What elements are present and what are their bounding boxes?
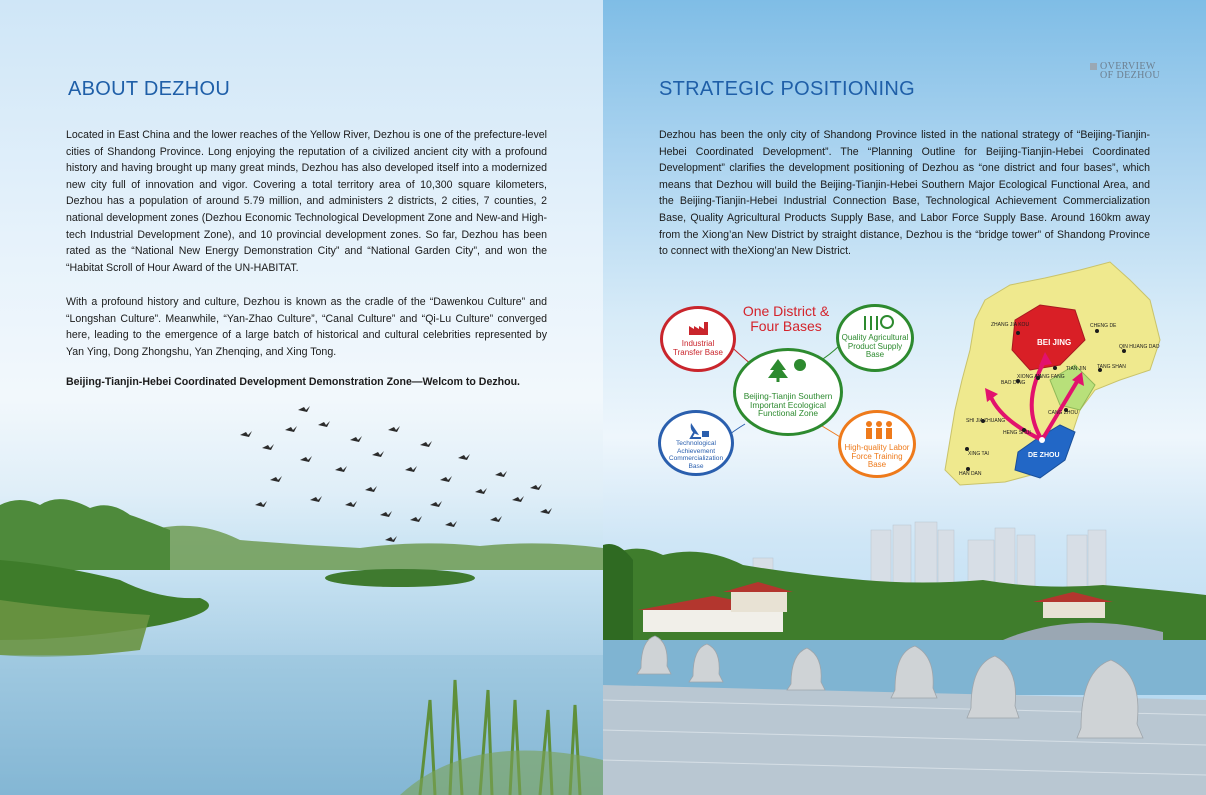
technological-line3: Base xyxy=(688,462,704,470)
map-label-langfang: LANG FANG xyxy=(1036,374,1065,380)
strategic-paragraph: Dezhou has been the only city of Shandong Province listed in the national strategy of “Beijing-Tianjin-Hebei Coordinated Development”. The “Planning Outline for Beijing-Tianjin-Hebei Coordinated Development” clarifies the development positioning of Dezhou as “one district and four bases”, which means that Dezhou will build the Beijing-Tianjin-Hebei Southern Major Ecological Functional Area, and the Beijing-Tianjin-Hebei Industrial Connection Base, Technological Achievement Commercialization Base, Quality Agricultural Products Supply Base, and Labor Force Supply Base. Around 160km away from the Xiong’an New District by straight distance, Dezhou is the “bridge tower” of Shandong Province to connect with theXiong’an New District. xyxy=(659,129,1150,258)
map-label-handan: HAN DAN xyxy=(959,471,982,477)
industrial-line2: Transfer Base xyxy=(673,347,723,357)
diagram-title-line2: Four Bases xyxy=(750,318,822,334)
strategic-heading: STRATEGIC POSITIONING xyxy=(659,78,915,100)
agricultural-line2: Product Supply xyxy=(847,341,903,351)
badge-line1: OVERVIEW xyxy=(1100,61,1156,72)
map-label-chengde: CHENG DE xyxy=(1090,323,1117,329)
map-label-baoding: BAO DING xyxy=(1001,380,1026,386)
about-paragraph-2: With a profound history and culture, Dezhou is known as the cradle of the “Dawenkou Culture” and “Longshan Culture”. Meanwhile, “Yan-Zhao Culture”, “Canal Culture” and “Qi-Lu Culture” converged here, leading to the emergence of a large batch of historical and cultural celebrities represented by Yan Ying, Dong Zhongshu, Yan Zhenqing, and Xing Tong. xyxy=(66,296,547,358)
about-heading: ABOUT DEZHOU xyxy=(68,78,231,100)
center-line1: Beijing-Tianjin Southern xyxy=(743,391,833,401)
closing-line: Beijing-Tianjin-Hebei Coordinated Development Demonstration Zone—Welcom to Dezhou. xyxy=(66,376,520,388)
technological-line2: Commercialization xyxy=(668,455,724,463)
agricultural-line3: Base xyxy=(865,350,885,360)
map-label-dezhou: DE ZHOU xyxy=(1028,452,1060,459)
map-label-tianjin: TIAN JIN xyxy=(1066,366,1087,372)
map-label-shijiazhuang: SHI JIA ZHUANG xyxy=(966,418,1006,424)
map-label-beijing: BEI JING xyxy=(1037,338,1072,347)
map-label-xingtai: XING TAI xyxy=(968,451,989,457)
labor-line1: High-quality Labor xyxy=(844,443,910,452)
map-label-qinhuangdao: QIN HUANG DAO xyxy=(1119,344,1160,350)
technological-line1: Technological Achievement xyxy=(676,440,716,455)
center-line3: Functional Zone xyxy=(757,408,819,419)
map-label-hengshui: HENG SHUI xyxy=(1003,430,1031,436)
labor-line2: Force Training xyxy=(851,451,903,461)
map-label-xiongan: XIONG AN xyxy=(1017,374,1042,380)
badge-line2: OF DEZHOU xyxy=(1100,70,1160,81)
map-label-zhangjiakou: ZHANG JIA KOU xyxy=(991,322,1030,328)
map-label-cangzhou: CANG ZHOU xyxy=(1048,410,1078,416)
diagram-title-line1: One District & xyxy=(742,303,830,319)
map-label-tangshan: TANG SHAN xyxy=(1097,364,1126,370)
industrial-line1: Industrial xyxy=(681,339,715,348)
labor-line3: Base xyxy=(867,460,887,470)
center-line2: Important Ecological xyxy=(750,399,826,410)
about-paragraph-1: Located in East China and the lower reaches of the Yellow River, Dezhou is one of the prefecture-level cities of Shandong Province. Long enjoying the reputation of a civilized ancient city with a profound history and having brought up many great minds, Dezhou has also developed itself into a modernized new city full of innovation and vigor. Covering a total territory area of 10,300 square kilometers, Dezhou has a population of around 5.79 million, and administers 2 districts, 2 cities, 7 counties, 2 national development zones (Dezhou Economic Technological Development Zone and New-and High-tech Industrial Development Zone), and 10 provincial development zones. So far, Dezhou has been rated as the “National New Energy Demonstration City” and “National Garden City”, and won the “Habitat Scroll of Hour Award of the UN-HABITAT. xyxy=(66,129,547,274)
agricultural-line1: Quality Agricultural xyxy=(841,333,909,342)
